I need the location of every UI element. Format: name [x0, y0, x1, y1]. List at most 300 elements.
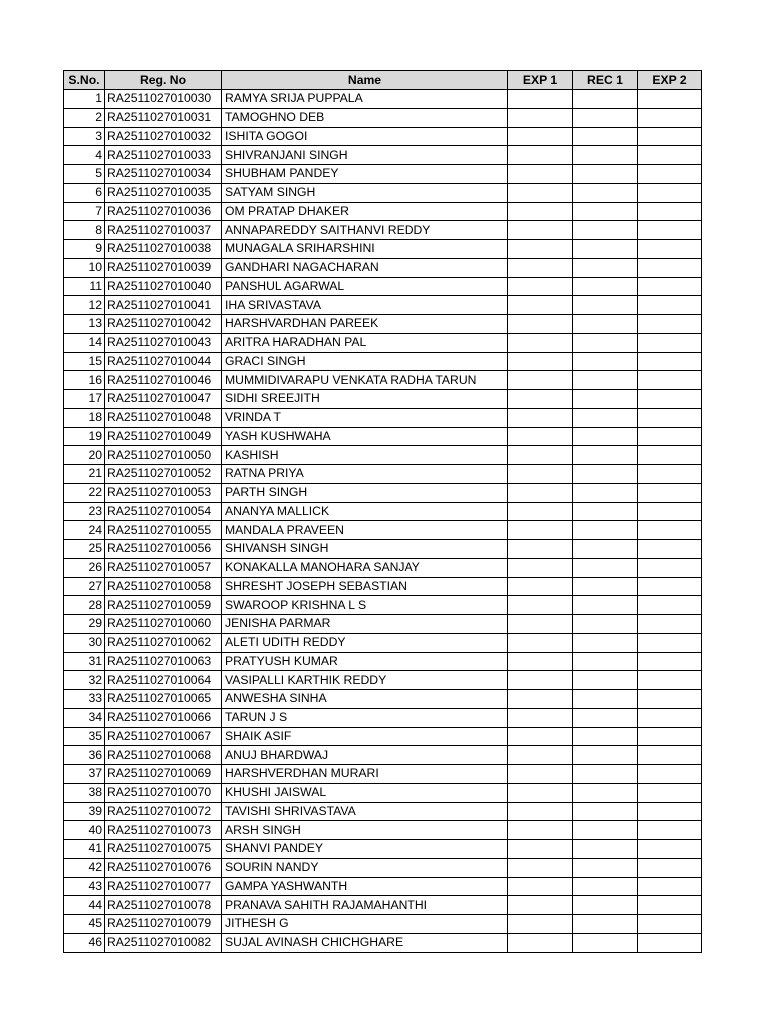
cell-exp2: [638, 765, 702, 784]
cell-exp1: [508, 183, 573, 202]
cell-exp1: [508, 502, 573, 521]
cell-exp1: [508, 202, 573, 221]
cell-name: VASIPALLI KARTHIK REDDY: [222, 671, 508, 690]
cell-name: HARSHVERDHAN MURARI: [222, 765, 508, 784]
cell-exp2: [638, 90, 702, 109]
cell-exp2: [638, 240, 702, 259]
cell-rec1: [573, 333, 638, 352]
cell-sno: 8: [64, 221, 105, 240]
table-row: [64, 540, 702, 559]
cell-reg-no: RA2511027010072: [105, 802, 222, 821]
cell-rec1: [573, 427, 638, 446]
cell-rec1: [573, 483, 638, 502]
table-row: [64, 108, 702, 127]
cell-rec1: [573, 727, 638, 746]
cell-name: ISHITA GOGOI: [222, 127, 508, 146]
cell-name: SOURIN NANDY: [222, 858, 508, 877]
cell-reg-no: RA2511027010034: [105, 165, 222, 184]
table-row: [64, 596, 702, 615]
cell-exp2: [638, 690, 702, 709]
cell-exp1: [508, 615, 573, 634]
cell-sno: 5: [64, 165, 105, 184]
cell-rec1: [573, 465, 638, 484]
cell-sno: 23: [64, 502, 105, 521]
cell-sno: 30: [64, 633, 105, 652]
cell-sno: 25: [64, 540, 105, 559]
cell-sno: 21: [64, 465, 105, 484]
cell-exp2: [638, 146, 702, 165]
table-row: [64, 708, 702, 727]
cell-exp1: [508, 802, 573, 821]
cell-exp1: [508, 652, 573, 671]
cell-rec1: [573, 446, 638, 465]
cell-exp1: [508, 558, 573, 577]
table-row: [64, 915, 702, 934]
cell-exp1: [508, 446, 573, 465]
header-exp2: EXP 2: [638, 71, 702, 90]
table-row: [64, 427, 702, 446]
cell-rec1: [573, 783, 638, 802]
cell-exp1: [508, 296, 573, 315]
cell-exp2: [638, 408, 702, 427]
cell-exp2: [638, 446, 702, 465]
cell-exp2: [638, 296, 702, 315]
header-exp1: EXP 1: [508, 71, 573, 90]
cell-exp1: [508, 708, 573, 727]
table-row: [64, 877, 702, 896]
table-row: [64, 127, 702, 146]
cell-exp1: [508, 727, 573, 746]
cell-reg-no: RA2511027010042: [105, 315, 222, 334]
cell-exp1: [508, 840, 573, 859]
cell-name: SHRESHT JOSEPH SEBASTIAN: [222, 577, 508, 596]
cell-reg-no: RA2511027010063: [105, 652, 222, 671]
cell-exp1: [508, 596, 573, 615]
cell-rec1: [573, 521, 638, 540]
cell-exp1: [508, 165, 573, 184]
header-name: Name: [222, 71, 508, 90]
cell-rec1: [573, 146, 638, 165]
cell-rec1: [573, 240, 638, 259]
cell-rec1: [573, 90, 638, 109]
cell-exp1: [508, 858, 573, 877]
cell-sno: 38: [64, 783, 105, 802]
cell-sno: 22: [64, 483, 105, 502]
cell-sno: 32: [64, 671, 105, 690]
cell-sno: 36: [64, 746, 105, 765]
cell-rec1: [573, 933, 638, 952]
cell-exp1: [508, 371, 573, 390]
table-row: [64, 258, 702, 277]
cell-name: SHIVRANJANI SINGH: [222, 146, 508, 165]
table-row: [64, 577, 702, 596]
cell-exp1: [508, 108, 573, 127]
cell-sno: 10: [64, 258, 105, 277]
cell-exp2: [638, 108, 702, 127]
cell-reg-no: RA2511027010044: [105, 352, 222, 371]
cell-name: MUNAGALA SRIHARSHINI: [222, 240, 508, 259]
cell-exp2: [638, 933, 702, 952]
cell-name: SHIVANSH SINGH: [222, 540, 508, 559]
cell-exp1: [508, 821, 573, 840]
cell-exp2: [638, 540, 702, 559]
cell-name: MUMMIDIVARAPU VENKATA RADHA TARUN: [222, 371, 508, 390]
table-row: [64, 446, 702, 465]
cell-exp1: [508, 465, 573, 484]
cell-exp1: [508, 221, 573, 240]
table-row: [64, 858, 702, 877]
cell-sno: 44: [64, 896, 105, 915]
cell-rec1: [573, 183, 638, 202]
cell-rec1: [573, 258, 638, 277]
cell-rec1: [573, 596, 638, 615]
cell-exp2: [638, 633, 702, 652]
cell-name: GRACI SINGH: [222, 352, 508, 371]
cell-name: TARUN J S: [222, 708, 508, 727]
cell-exp2: [638, 277, 702, 296]
table-row: [64, 183, 702, 202]
cell-exp2: [638, 840, 702, 859]
table-row: [64, 840, 702, 859]
table-row: [64, 146, 702, 165]
cell-reg-no: RA2511027010053: [105, 483, 222, 502]
cell-exp2: [638, 877, 702, 896]
cell-reg-no: RA2511027010050: [105, 446, 222, 465]
cell-exp2: [638, 652, 702, 671]
cell-exp1: [508, 915, 573, 934]
cell-rec1: [573, 690, 638, 709]
cell-sno: 42: [64, 858, 105, 877]
cell-reg-no: RA2511027010054: [105, 502, 222, 521]
cell-reg-no: RA2511027010060: [105, 615, 222, 634]
cell-rec1: [573, 221, 638, 240]
cell-name: KASHISH: [222, 446, 508, 465]
cell-name: ANNAPAREDDY SAITHANVI REDDY: [222, 221, 508, 240]
cell-exp1: [508, 427, 573, 446]
cell-name: SATYAM SINGH: [222, 183, 508, 202]
cell-rec1: [573, 802, 638, 821]
cell-exp2: [638, 202, 702, 221]
cell-exp1: [508, 783, 573, 802]
cell-exp2: [638, 727, 702, 746]
cell-reg-no: RA2511027010037: [105, 221, 222, 240]
table-row: [64, 783, 702, 802]
cell-name: ANUJ BHARDWAJ: [222, 746, 508, 765]
table-row: [64, 746, 702, 765]
cell-sno: 11: [64, 277, 105, 296]
cell-reg-no: RA2511027010036: [105, 202, 222, 221]
header-row: [64, 71, 702, 90]
table-body: [64, 90, 702, 953]
cell-exp2: [638, 746, 702, 765]
cell-sno: 1: [64, 90, 105, 109]
cell-reg-no: RA2511027010065: [105, 690, 222, 709]
cell-sno: 43: [64, 877, 105, 896]
cell-sno: 2: [64, 108, 105, 127]
cell-rec1: [573, 558, 638, 577]
cell-exp1: [508, 127, 573, 146]
table-row: [64, 296, 702, 315]
cell-name: PANSHUL AGARWAL: [222, 277, 508, 296]
cell-reg-no: RA2511027010066: [105, 708, 222, 727]
cell-name: JENISHA PARMAR: [222, 615, 508, 634]
cell-exp2: [638, 127, 702, 146]
cell-exp2: [638, 821, 702, 840]
cell-name: SHUBHAM PANDEY: [222, 165, 508, 184]
cell-exp1: [508, 315, 573, 334]
cell-sno: 12: [64, 296, 105, 315]
cell-reg-no: RA2511027010064: [105, 671, 222, 690]
cell-reg-no: RA2511027010046: [105, 371, 222, 390]
cell-exp1: [508, 90, 573, 109]
cell-rec1: [573, 315, 638, 334]
cell-rec1: [573, 821, 638, 840]
cell-exp1: [508, 277, 573, 296]
table-row: [64, 333, 702, 352]
cell-rec1: [573, 165, 638, 184]
cell-exp2: [638, 333, 702, 352]
cell-name: PARTH SINGH: [222, 483, 508, 502]
cell-sno: 19: [64, 427, 105, 446]
cell-reg-no: RA2511027010049: [105, 427, 222, 446]
cell-exp2: [638, 802, 702, 821]
cell-exp2: [638, 596, 702, 615]
table-row: [64, 671, 702, 690]
table-row: [64, 315, 702, 334]
cell-sno: 35: [64, 727, 105, 746]
cell-sno: 40: [64, 821, 105, 840]
cell-reg-no: RA2511027010067: [105, 727, 222, 746]
cell-exp2: [638, 427, 702, 446]
cell-name: ARITRA HARADHAN PAL: [222, 333, 508, 352]
cell-rec1: [573, 652, 638, 671]
cell-rec1: [573, 127, 638, 146]
cell-name: TAVISHI SHRIVASTAVA: [222, 802, 508, 821]
cell-exp2: [638, 483, 702, 502]
cell-exp2: [638, 915, 702, 934]
table-row: [64, 615, 702, 634]
cell-sno: 16: [64, 371, 105, 390]
table-row: [64, 933, 702, 952]
cell-rec1: [573, 540, 638, 559]
cell-sno: 7: [64, 202, 105, 221]
cell-reg-no: RA2511027010030: [105, 90, 222, 109]
cell-name: ALETI UDITH REDDY: [222, 633, 508, 652]
cell-name: ARSH SINGH: [222, 821, 508, 840]
cell-rec1: [573, 877, 638, 896]
cell-exp1: [508, 633, 573, 652]
cell-exp2: [638, 258, 702, 277]
table-row: [64, 633, 702, 652]
cell-sno: 41: [64, 840, 105, 859]
cell-sno: 14: [64, 333, 105, 352]
cell-sno: 24: [64, 521, 105, 540]
cell-name: SHANVI PANDEY: [222, 840, 508, 859]
cell-rec1: [573, 765, 638, 784]
table-row: [64, 502, 702, 521]
table-row: [64, 483, 702, 502]
cell-sno: 18: [64, 408, 105, 427]
cell-sno: 28: [64, 596, 105, 615]
cell-name: IHA SRIVASTAVA: [222, 296, 508, 315]
cell-name: GAMPA YASHWANTH: [222, 877, 508, 896]
cell-name: RAMYA SRIJA PUPPALA: [222, 90, 508, 109]
cell-name: OM PRATAP DHAKER: [222, 202, 508, 221]
cell-reg-no: RA2511027010068: [105, 746, 222, 765]
cell-sno: 39: [64, 802, 105, 821]
cell-reg-no: RA2511027010079: [105, 915, 222, 934]
cell-name: SHAIK ASIF: [222, 727, 508, 746]
cell-exp1: [508, 240, 573, 259]
cell-sno: 27: [64, 577, 105, 596]
cell-name: PRANAVA SAHITH RAJAMAHANTHI: [222, 896, 508, 915]
cell-rec1: [573, 371, 638, 390]
cell-exp2: [638, 558, 702, 577]
table-row: [64, 652, 702, 671]
cell-reg-no: RA2511027010038: [105, 240, 222, 259]
cell-rec1: [573, 502, 638, 521]
cell-sno: 13: [64, 315, 105, 334]
table-row: [64, 221, 702, 240]
cell-exp2: [638, 671, 702, 690]
cell-reg-no: RA2511027010057: [105, 558, 222, 577]
cell-name: KONAKALLA MANOHARA SANJAY: [222, 558, 508, 577]
table-row: [64, 896, 702, 915]
cell-reg-no: RA2511027010035: [105, 183, 222, 202]
cell-reg-no: RA2511027010033: [105, 146, 222, 165]
cell-exp2: [638, 783, 702, 802]
cell-exp2: [638, 708, 702, 727]
cell-exp2: [638, 502, 702, 521]
cell-name: PRATYUSH KUMAR: [222, 652, 508, 671]
cell-exp1: [508, 877, 573, 896]
cell-exp1: [508, 390, 573, 409]
table-row: [64, 352, 702, 371]
cell-reg-no: RA2511027010047: [105, 390, 222, 409]
cell-sno: 34: [64, 708, 105, 727]
cell-reg-no: RA2511027010077: [105, 877, 222, 896]
cell-sno: 45: [64, 915, 105, 934]
header-reg-no: Reg. No: [105, 71, 222, 90]
cell-exp1: [508, 933, 573, 952]
cell-exp2: [638, 615, 702, 634]
cell-reg-no: RA2511027010058: [105, 577, 222, 596]
cell-rec1: [573, 615, 638, 634]
cell-exp1: [508, 521, 573, 540]
cell-rec1: [573, 746, 638, 765]
table-row: [64, 727, 702, 746]
cell-rec1: [573, 390, 638, 409]
cell-name: KHUSHI JAISWAL: [222, 783, 508, 802]
cell-sno: 3: [64, 127, 105, 146]
cell-name: YASH KUSHWAHA: [222, 427, 508, 446]
header-sno: S.No.: [64, 71, 105, 90]
cell-exp2: [638, 577, 702, 596]
cell-name: SUJAL AVINASH CHICHGHARE: [222, 933, 508, 952]
cell-name: RATNA PRIYA: [222, 465, 508, 484]
cell-reg-no: RA2511027010041: [105, 296, 222, 315]
cell-exp1: [508, 146, 573, 165]
cell-rec1: [573, 858, 638, 877]
cell-name: GANDHARI NAGACHARAN: [222, 258, 508, 277]
cell-rec1: [573, 915, 638, 934]
cell-reg-no: RA2511027010062: [105, 633, 222, 652]
cell-exp1: [508, 352, 573, 371]
cell-rec1: [573, 108, 638, 127]
cell-reg-no: RA2511027010069: [105, 765, 222, 784]
cell-name: MANDALA PRAVEEN: [222, 521, 508, 540]
cell-exp2: [638, 390, 702, 409]
cell-sno: 26: [64, 558, 105, 577]
cell-rec1: [573, 840, 638, 859]
table-row: [64, 240, 702, 259]
table-row: [64, 821, 702, 840]
table-row: [64, 558, 702, 577]
cell-name: HARSHVARDHAN PAREEK: [222, 315, 508, 334]
cell-rec1: [573, 277, 638, 296]
cell-reg-no: RA2511027010073: [105, 821, 222, 840]
cell-reg-no: RA2511027010031: [105, 108, 222, 127]
cell-rec1: [573, 408, 638, 427]
cell-sno: 31: [64, 652, 105, 671]
cell-rec1: [573, 708, 638, 727]
table-row: [64, 765, 702, 784]
cell-exp1: [508, 408, 573, 427]
cell-name: JITHESH G: [222, 915, 508, 934]
cell-rec1: [573, 633, 638, 652]
cell-sno: 33: [64, 690, 105, 709]
cell-exp2: [638, 165, 702, 184]
cell-reg-no: RA2511027010076: [105, 858, 222, 877]
cell-rec1: [573, 352, 638, 371]
cell-exp1: [508, 333, 573, 352]
cell-reg-no: RA2511027010056: [105, 540, 222, 559]
cell-rec1: [573, 896, 638, 915]
cell-reg-no: RA2511027010070: [105, 783, 222, 802]
cell-rec1: [573, 671, 638, 690]
cell-name: ANANYA MALLICK: [222, 502, 508, 521]
cell-sno: 37: [64, 765, 105, 784]
cell-rec1: [573, 296, 638, 315]
cell-exp2: [638, 183, 702, 202]
cell-sno: 17: [64, 390, 105, 409]
cell-rec1: [573, 577, 638, 596]
cell-reg-no: RA2511027010059: [105, 596, 222, 615]
cell-sno: 20: [64, 446, 105, 465]
cell-rec1: [573, 202, 638, 221]
table-row: [64, 690, 702, 709]
cell-exp2: [638, 858, 702, 877]
student-roster-table: [63, 70, 702, 953]
cell-name: VRINDA T: [222, 408, 508, 427]
cell-reg-no: RA2511027010039: [105, 258, 222, 277]
cell-exp1: [508, 483, 573, 502]
cell-exp1: [508, 577, 573, 596]
cell-reg-no: RA2511027010048: [105, 408, 222, 427]
cell-reg-no: RA2511027010082: [105, 933, 222, 952]
cell-exp2: [638, 896, 702, 915]
cell-reg-no: RA2511027010040: [105, 277, 222, 296]
cell-name: SWAROOP KRISHNA L S: [222, 596, 508, 615]
cell-sno: 9: [64, 240, 105, 259]
table-row: [64, 390, 702, 409]
cell-exp2: [638, 465, 702, 484]
cell-exp1: [508, 690, 573, 709]
cell-reg-no: RA2511027010032: [105, 127, 222, 146]
cell-exp1: [508, 540, 573, 559]
cell-reg-no: RA2511027010055: [105, 521, 222, 540]
cell-exp2: [638, 521, 702, 540]
